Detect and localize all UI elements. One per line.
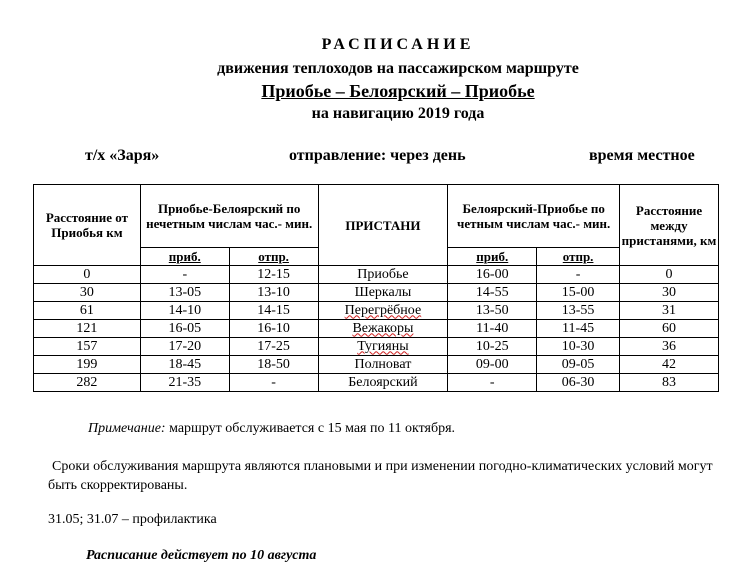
cell-distance: 61 xyxy=(34,302,141,320)
cell-distance: 282 xyxy=(34,374,141,392)
cell-forward-departure: 17-25 xyxy=(229,338,318,356)
header-distance-between: Расстояние между пристанями, км xyxy=(620,185,719,266)
season-line: на навигацию 2019 года xyxy=(311,105,485,122)
cell-forward-arrival: - xyxy=(140,266,229,284)
cell-pier: Приобье xyxy=(318,266,448,284)
route-title xyxy=(0,81,746,102)
disclaimer-text: Сроки обслуживания маршрута являются плановыми и при изменении погодно-климатических условий могут быть скорректированы. xyxy=(48,459,713,493)
cell-distance-between: 30 xyxy=(620,284,719,302)
cell-pier xyxy=(318,338,448,356)
cell-distance: 157 xyxy=(34,338,141,356)
cell-forward-arrival: 18-45 xyxy=(140,356,229,374)
page-title: РАСПИСАНИЕ xyxy=(321,36,475,53)
cell-forward-departure: - xyxy=(229,374,318,392)
page-subtitle: движения теплоходов на пассажирском маршруте xyxy=(217,60,579,77)
cell-backward-departure: - xyxy=(537,266,620,284)
header-backward-departure: отпр. xyxy=(537,248,620,266)
table-row xyxy=(34,302,719,320)
cell-backward-arrival: 13-50 xyxy=(448,302,537,320)
cell-backward-departure: 15-00 xyxy=(537,284,620,302)
cell-pier xyxy=(318,302,448,320)
cell-backward-departure: 13-55 xyxy=(537,302,620,320)
cell-pier: Полноват xyxy=(318,356,448,374)
cell-forward-arrival: 16-05 xyxy=(140,320,229,338)
time-zone-note: время местное xyxy=(589,147,695,164)
cell-distance: 0 xyxy=(34,266,141,284)
cell-pier-text: Перегрёбное xyxy=(344,302,422,318)
cell-distance: 121 xyxy=(34,320,141,338)
cell-backward-arrival: - xyxy=(448,374,537,392)
cell-distance: 199 xyxy=(34,356,141,374)
header-backward-direction: Белоярский-Приобье по четным числам час.- мин. xyxy=(448,185,620,248)
table-row xyxy=(34,356,719,374)
table-row xyxy=(34,338,719,356)
cell-distance-between: 60 xyxy=(620,320,719,338)
cell-forward-departure: 16-10 xyxy=(229,320,318,338)
cell-backward-departure: 10-30 xyxy=(537,338,620,356)
note-label: Примечание: xyxy=(88,421,166,436)
cell-backward-arrival: 11-40 xyxy=(448,320,537,338)
schedule-table xyxy=(33,184,719,392)
cell-forward-departure: 12-15 xyxy=(229,266,318,284)
cell-pier-text: Тугияны xyxy=(357,338,409,354)
header-forward-arrival: приб. xyxy=(140,248,229,266)
cell-forward-arrival: 17-20 xyxy=(140,338,229,356)
cell-backward-departure: 11-45 xyxy=(537,320,620,338)
validity-note: Расписание действует по 10 августа xyxy=(86,548,317,563)
cell-backward-departure: 06-30 xyxy=(537,374,620,392)
maintenance-dates: 31.05; 31.07 – профилактика xyxy=(48,512,217,527)
cell-forward-arrival: 13-05 xyxy=(140,284,229,302)
header-forward-direction: Приобье-Белоярский по нечетным числам час.- мин. xyxy=(140,185,318,248)
note-text: маршрут обслуживается с 15 мая по 11 октября. xyxy=(169,421,456,436)
service-note xyxy=(88,421,455,437)
vessel-name: т/х «Заря» xyxy=(85,147,160,164)
header-distance-from: Расстояние от Приобья км xyxy=(34,185,141,266)
table-row xyxy=(34,266,719,284)
cell-distance-between: 42 xyxy=(620,356,719,374)
cell-pier-text: Вежакоры xyxy=(352,320,414,336)
cell-pier: Шеркалы xyxy=(318,284,448,302)
route-name: Приобье – Белоярский – Приобье xyxy=(261,81,535,101)
cell-backward-arrival: 14-55 xyxy=(448,284,537,302)
cell-backward-arrival: 10-25 xyxy=(448,338,537,356)
table-row xyxy=(34,284,719,302)
cell-backward-departure: 09-05 xyxy=(537,356,620,374)
cell-distance: 30 xyxy=(34,284,141,302)
cell-distance-between: 36 xyxy=(620,338,719,356)
cell-forward-departure: 18-50 xyxy=(229,356,318,374)
table-row xyxy=(34,374,719,392)
header-backward-arrival: приб. xyxy=(448,248,537,266)
cell-forward-departure: 14-15 xyxy=(229,302,318,320)
table-row xyxy=(34,320,719,338)
cell-distance-between: 0 xyxy=(620,266,719,284)
cell-forward-arrival: 14-10 xyxy=(140,302,229,320)
header-piers: ПРИСТАНИ xyxy=(318,185,448,266)
header-forward-departure: отпр. xyxy=(229,248,318,266)
cell-distance-between: 31 xyxy=(620,302,719,320)
cell-backward-arrival: 16-00 xyxy=(448,266,537,284)
cell-distance-between: 83 xyxy=(620,374,719,392)
cell-forward-departure: 13-10 xyxy=(229,284,318,302)
cell-pier xyxy=(318,320,448,338)
cell-pier: Белоярский xyxy=(318,374,448,392)
departure-frequency: отправление: через день xyxy=(289,147,466,164)
cell-backward-arrival: 09-00 xyxy=(448,356,537,374)
cell-forward-arrival: 21-35 xyxy=(140,374,229,392)
